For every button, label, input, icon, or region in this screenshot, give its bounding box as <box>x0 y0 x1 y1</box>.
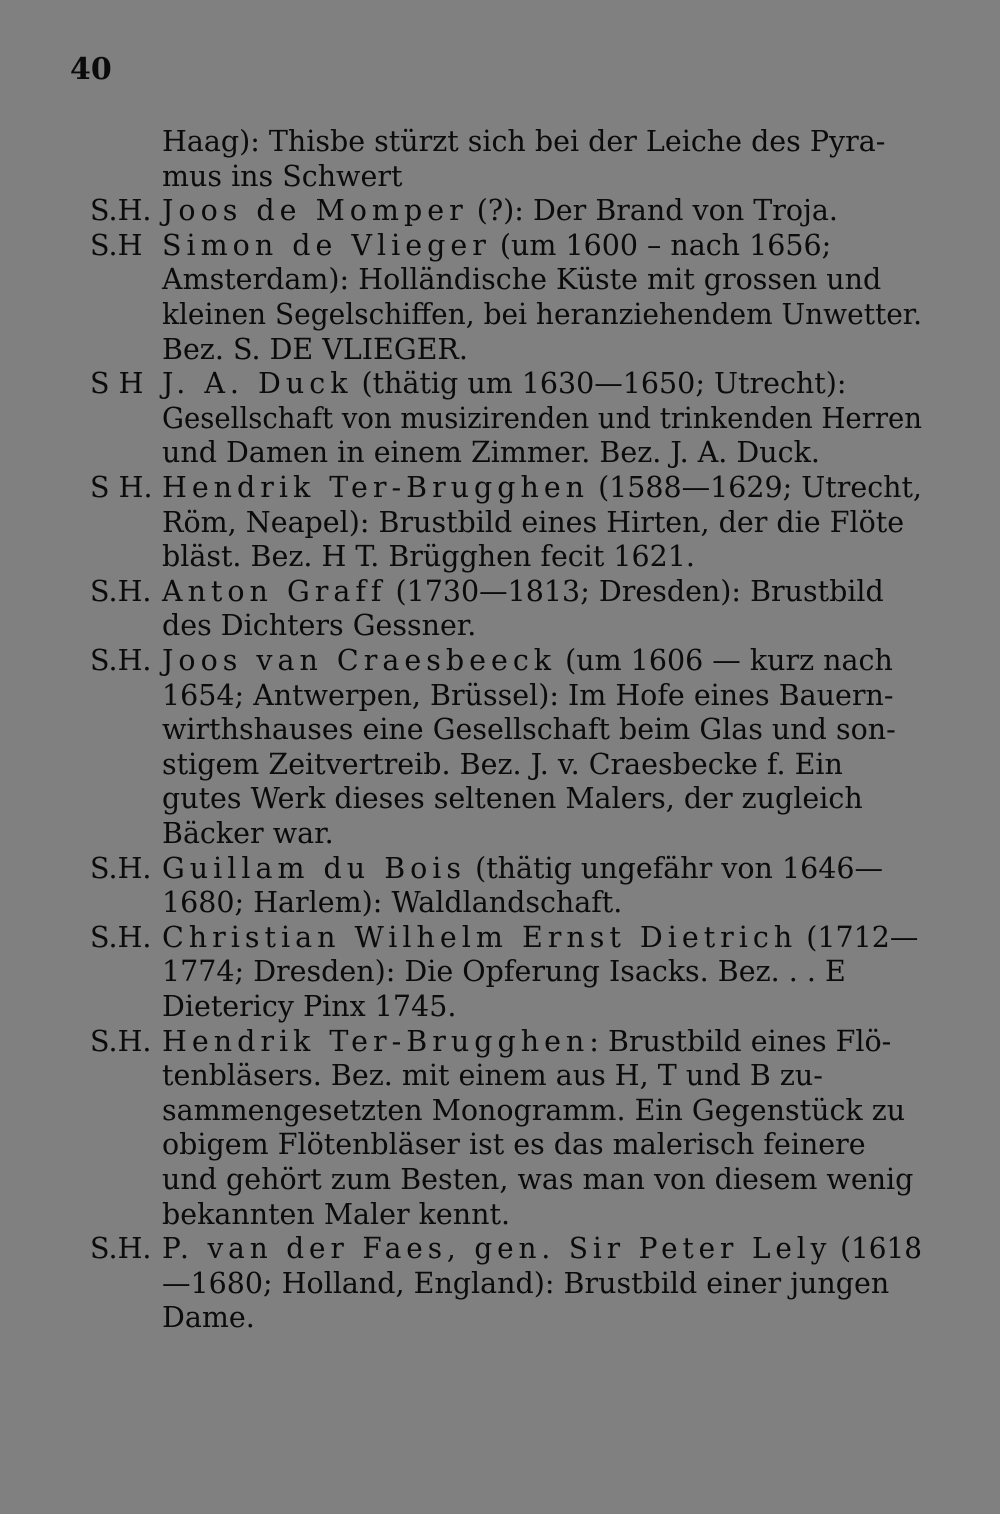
line-text: des Dichters Gessner. <box>162 609 477 643</box>
line-content <box>162 298 922 331</box>
line-text: Dame. <box>162 1301 255 1335</box>
line-content <box>162 402 922 435</box>
line-content <box>162 333 468 366</box>
line-text: gutes Werk dieses seltenen Malers, der zugleich <box>162 782 863 816</box>
line-text: Dietericy Pinx 1745. <box>162 990 457 1023</box>
line-content <box>162 436 820 469</box>
entry-label: S.H. <box>90 1024 152 1058</box>
artist-name: J. A. Duck <box>162 367 353 401</box>
line-content <box>162 921 918 954</box>
line-content <box>162 1025 891 1058</box>
line-text: und gehört zum Besten, was man von diesem wenig <box>162 1163 914 1196</box>
line-content <box>162 817 334 850</box>
entry-label: S H <box>90 367 144 401</box>
artist-name: Anton Graff <box>162 574 387 608</box>
line-content <box>162 506 904 539</box>
line-content <box>162 748 843 781</box>
line-content <box>162 1301 255 1334</box>
line-content <box>162 1163 913 1196</box>
entry-label: S H. <box>90 471 153 504</box>
artist-name: Simon de Vlieger <box>162 228 491 262</box>
line-text: (thätig ungefähr von 1646— <box>466 851 883 885</box>
line-text: Amsterdam): Holländische Küste mit grossen und <box>162 263 882 297</box>
line-text: Bez. S. DE VLIEGER. <box>162 332 468 366</box>
line-content <box>162 1094 905 1127</box>
entry-label: S.H. <box>90 851 152 885</box>
line-content <box>162 609 476 642</box>
line-content <box>162 263 881 296</box>
line-text: (um 1606 — kurz nach <box>556 644 893 677</box>
line-text: (1618 <box>831 1232 922 1266</box>
line-text: kleinen Segelschiffen, bei heranziehendem Unwetter. <box>162 298 922 331</box>
line-text: (1730—1813; Dresden): Brustbild <box>386 574 884 608</box>
line-text: wirthshauses eine Gesellschaft beim Glas und son- <box>162 713 896 747</box>
entry-label: S.H. <box>90 574 152 608</box>
line-content <box>162 125 885 158</box>
line-content <box>162 229 831 262</box>
line-text: tenbläsers. Bez. mit einem aus H, T und B zu- <box>162 1059 823 1093</box>
line-text: mus ins Schwert <box>162 159 403 193</box>
page-number: 40 <box>70 52 112 87</box>
line-text: (thätig um 1630—1650; Utrecht): <box>352 367 847 401</box>
line-content <box>162 852 883 885</box>
line-text: Haag): Thisbe stürzt sich bei der Leiche des Pyra- <box>162 125 886 158</box>
entry-label: S.H <box>90 228 143 262</box>
line-text: (um 1600 – nach 1656; <box>490 228 832 262</box>
line-content <box>162 886 622 919</box>
entry-label: S.H. <box>90 644 152 677</box>
line-text: und Damen in einem Zimmer. Bez. J. A. Duck. <box>162 436 820 470</box>
line-content <box>162 367 846 400</box>
line-content <box>162 955 846 988</box>
line-text: Gesellschaft von musizirenden und trinkenden Herren <box>162 401 922 435</box>
line-content <box>162 1059 823 1092</box>
line-text: 1654; Antwerpen, Brüssel): Im Hofe eines Bauern- <box>162 678 894 712</box>
line-text: 1680; Harlem): Waldlandschaft. <box>162 886 623 920</box>
line-text: (1588—1629; Utrecht, <box>589 471 922 504</box>
line-text: (?): Der Brand von Troja. <box>467 194 838 228</box>
line-content <box>162 782 863 815</box>
line-content <box>162 575 884 608</box>
line-text: —1680; Holland, England): Brustbild einer jungen <box>162 1266 890 1300</box>
artist-name: Joos de Momper <box>162 194 468 228</box>
line-text: bekannten Maler kennt. <box>162 1197 511 1231</box>
line-text: obigem Flötenbläser ist es das malerisch feinere <box>162 1128 866 1162</box>
line-text: 1774; Dresden): Die Opferung Isacks. Bez. . . E <box>162 955 846 989</box>
line-text: stigem Zeitvertreib. Bez. J. v. Craesbecke f. Ein <box>162 747 843 781</box>
artist-name: Hendrik Ter-Brugghen <box>162 471 590 504</box>
entry-label: S.H. <box>90 1232 152 1266</box>
line-text: : Brustbild eines Flö- <box>589 1024 892 1058</box>
line-content <box>162 1128 866 1161</box>
line-text: sammengesetzten Monogramm. Ein Gegenstück zu <box>162 1093 906 1127</box>
line-content <box>162 1232 922 1265</box>
line-content <box>162 990 456 1023</box>
line-content <box>162 713 896 746</box>
line-content <box>162 471 922 504</box>
line-content <box>162 194 838 227</box>
line-content <box>162 644 893 677</box>
artist-name: P. van der Faes, gen. Sir Peter Lely <box>162 1232 832 1266</box>
artist-name: Christian Wilhelm Ernst Dietrich <box>162 920 798 954</box>
line-content <box>162 540 695 573</box>
line-text: (1712— <box>797 920 919 954</box>
artist-name: Joos van Craesbeeck <box>162 644 557 677</box>
artist-name: Guillam du Bois <box>162 851 467 885</box>
line-text: bläst. Bez. H T. Brügghen fecit 1621. <box>162 540 695 574</box>
entry-label: S.H. <box>90 920 152 954</box>
line-content <box>162 160 402 193</box>
line-content <box>162 1198 510 1231</box>
artist-name: Hendrik Ter-Brugghen <box>162 1024 590 1058</box>
entry-label: S.H. <box>90 194 152 228</box>
line-content <box>162 1267 889 1300</box>
line-text: Röm, Neapel): Brustbild eines Hirten, der die Flöte <box>162 505 905 539</box>
line-text: Bäcker war. <box>162 817 334 850</box>
line-content <box>162 679 893 712</box>
